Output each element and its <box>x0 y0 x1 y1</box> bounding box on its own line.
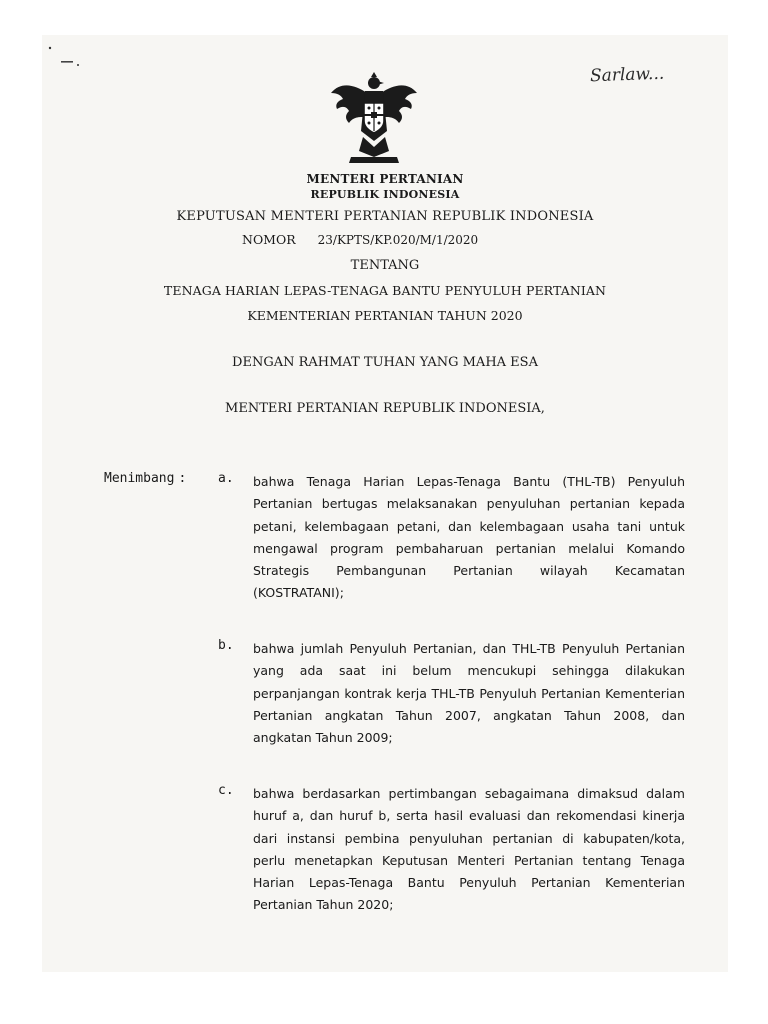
garuda-emblem-icon <box>327 71 421 167</box>
authority-line: MENTERI PERTANIAN REPUBLIK INDONESIA, <box>225 401 545 416</box>
considerations-label <box>104 471 186 486</box>
subject-line-1: TENAGA HARIAN LEPAS-TENAGA BANTU PENYULUH PERTANIAN <box>163 283 607 298</box>
consideration-text: bahwa berdasarkan pertimbangan sebagaimana dimaksud dalam huruf a, dan huruf b, serta hasil evaluasi dan rekomendasi kinerja dari instansi pembina penyuluhan pertanian di kabupaten/kota, perlu menetapkan Keputusan Menteri Pertanian tentang Tenaga Harian Lepas-Tenaga Bantu Penyuluh Pertanian Kementerian Pertanian Tahun 2020; <box>253 786 685 913</box>
consideration-text: bahwa jumlah Penyuluh Pertanian, dan THL-TB Penyuluh Pertanian yang ada saat ini belum mencukupi sehingga dilakukan perpanjangan kontrak kerja THL-TB Penyuluh Pertanian Kementerian Pertanian angkatan Tahun 2007, angkatan Tahun 2008, dan angkatan Tahun 2009; <box>253 641 685 746</box>
consideration-marker: a. <box>218 471 234 486</box>
about-label: TENTANG <box>350 258 420 273</box>
issuer-line-2: REPUBLIK INDONESIA <box>310 188 460 201</box>
considerations-colon: : <box>178 471 187 486</box>
decree-number <box>242 232 478 247</box>
considerations-label-text: Menimbang <box>104 471 175 486</box>
blessing-line: DENGAN RAHMAT TUHAN YANG MAHA ESA <box>232 355 538 370</box>
issuer-line-1: MENTERI PERTANIAN <box>306 172 464 186</box>
subject-line-2: KEMENTERIAN PERTANIAN TAHUN 2020 <box>247 308 523 323</box>
consideration-marker: c. <box>218 783 234 798</box>
decree-title: KEPUTUSAN MENTERI PERTANIAN REPUBLIK INDONESIA <box>176 209 594 224</box>
decree-number-label: NOMOR <box>242 232 296 247</box>
consideration-marker: b. <box>218 638 234 653</box>
handwritten-note: Sarlaw... <box>589 63 665 87</box>
consideration-text: bahwa Tenaga Harian Lepas-Tenaga Bantu (THL-TB) Penyuluh Pertanian bertugas melaksanakan penyuluhan pertanian kepada petani, kelembagaan petani, dan kelembagaan usaha tani untuk mengawal program pembaharuan pertanian melalui Komando Strategis Pembangunan Pertanian wilayah Kecamatan (KOSTRATANI); <box>253 474 685 601</box>
decree-number-value: 23/KPTS/KP.020/M/1/2020 <box>317 233 479 247</box>
document-page <box>42 35 728 972</box>
